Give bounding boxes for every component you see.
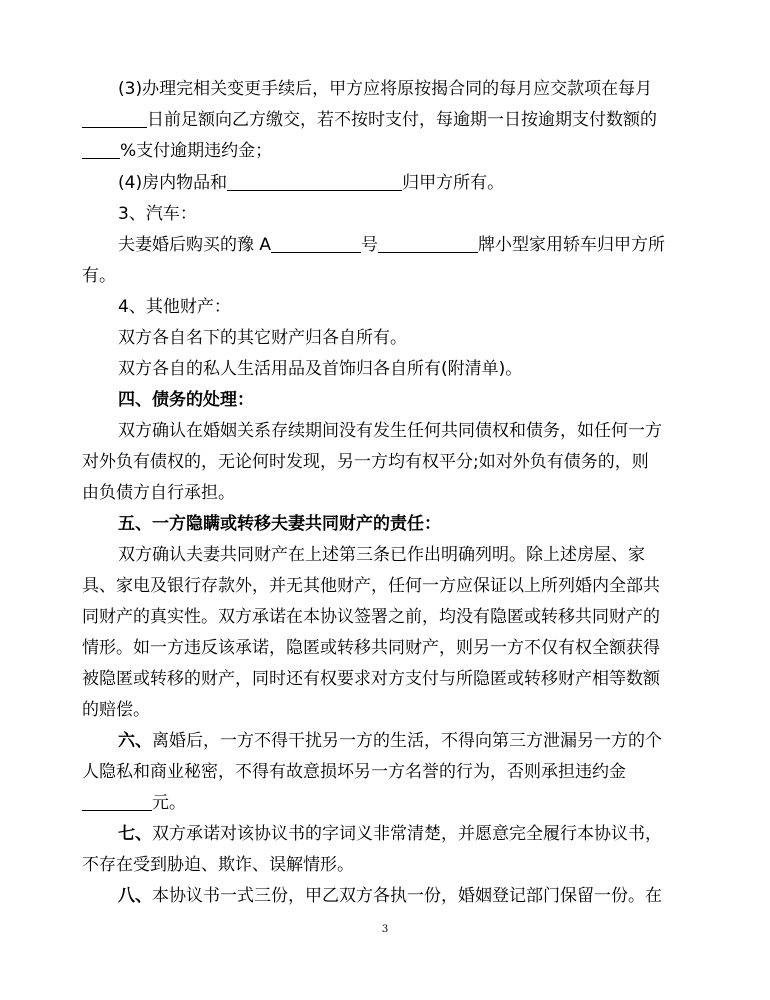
text-line: 有。: [82, 266, 116, 286]
text-line: 元。: [82, 788, 770, 818]
text-line: 情形。如一方违反该承诺，隐匿或转移共同财产，则另一方不仅有权全额获得: [82, 638, 660, 658]
section-number: 六、: [118, 731, 152, 751]
section-number: 七、: [118, 824, 152, 844]
blank-underline: [227, 170, 402, 191]
text-line: 日前足额向乙方缴交，若不按时支付，每逾期一日按逾期支付数额的: [82, 105, 770, 135]
section-heading: 五、一方隐瞒或转移夫妻共同财产的责任：: [118, 514, 441, 534]
text-line: 被隐匿或转移的财产，同时还有权要求对方支付与所隐匿或转移财产相等数额: [82, 669, 660, 689]
text-line: 双方各自的私人生活用品及首饰归各自所有(附清单)。: [118, 359, 523, 379]
blank-underline: [82, 138, 120, 159]
section-heading: 四、债务的处理：: [118, 390, 254, 410]
text-line: 对外负有债权的，无论何时发现，另一方均有权平分;如对外负有债务的，则: [82, 452, 649, 472]
text-line: 夫妻婚后购买的豫 A 号 牌小型家用轿车归甲方所: [118, 230, 770, 260]
blank-underline: [82, 107, 147, 128]
text-line: 双方确认夫妻共同财产在上述第三条已作出明确列明。除上述房屋、家: [118, 545, 645, 565]
text-line: (4)房内物品和 归甲方所有。: [118, 168, 770, 198]
text-line: 双方确认在婚姻关系存续期间没有发生任何共同债权和债务，如任何一方: [118, 421, 662, 441]
text-line: (3)办理完相关变更手续后，甲方应将原按揭合同的每月应交款项在每月: [118, 79, 653, 99]
text-line: 八、本协议书一式三份，甲乙双方各执一份，婚姻登记部门保留一份。在: [118, 886, 662, 906]
text-line: %支付逾期违约金；: [82, 136, 770, 166]
text-line: 4、其他财产：: [118, 297, 231, 317]
text-line: 具、家电及银行存款外，并无其他财产，任何一方应保证以上所列婚内全部共: [82, 576, 660, 596]
blank-underline: [82, 790, 152, 811]
text-line: 由负债方自行承担。: [82, 483, 235, 503]
text-line: 3、汽车：: [118, 204, 197, 224]
text-line: 双方各自名下的其它财产归各自所有。: [118, 328, 407, 348]
text-line: 的赔偿。: [82, 700, 150, 720]
text-line: 不存在受到胁迫、欺诈、误解情形。: [82, 855, 354, 875]
text-line: 七、双方承诺对该协议书的字词义非常清楚，并愿意完全履行本协议书，: [118, 824, 662, 844]
section-number: 八、: [118, 886, 152, 906]
text-line: 同财产的真实性。双方承诺在本协议签署之前，均没有隐匿或转移共同财产的: [82, 607, 660, 627]
blank-underline: [271, 232, 361, 253]
text-line: 人隐私和商业秘密，不得有故意损坏另一方名誉的行为，否则承担违约金: [82, 762, 626, 782]
text-line: 六、离婚后，一方不得干扰另一方的生活，不得向第三方泄漏另一方的个: [118, 731, 662, 751]
page-number: 3: [381, 924, 389, 935]
blank-underline: [378, 232, 478, 253]
